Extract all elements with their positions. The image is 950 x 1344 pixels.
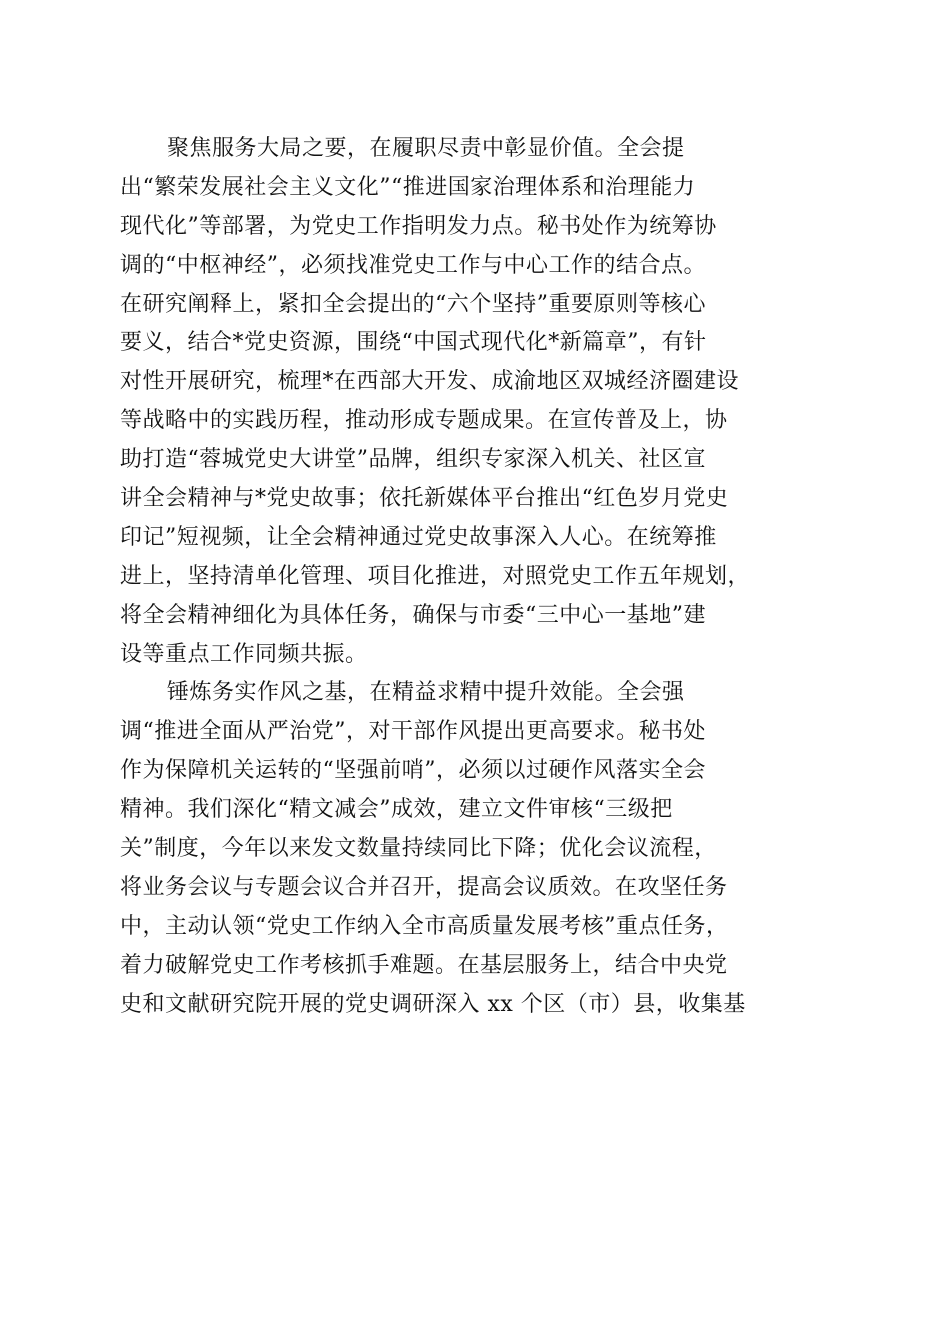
text-line: 将业务会议与专题会议合并召开，提高会议质效。在攻坚任务 (120, 874, 728, 900)
text-line: 着力破解党史工作考核抓手难题。在基层服务上，结合中央党 (120, 952, 728, 978)
text-line: 作为保障机关运转的“坚强前哨”，必须以过硬作风落实全会 (120, 758, 706, 784)
text-line: 等战略中的实践历程，推动形成专题成果。在宣传普及上，协 (120, 408, 728, 434)
text-line: 聚焦服务大局之要，在履职尽责中彰显价值。全会提 (167, 136, 685, 161)
text-line: 锤炼务实作风之基，在精益求精中提升效能。全会强 (167, 680, 685, 706)
text-line: 关”制度，今年以来发文数量持续同比下降；优化会议流程， (120, 836, 717, 862)
text-line: 设等重点工作同频共振。 (120, 641, 368, 667)
text-line: 要义，结合*党史资源，围绕“中国式现代化*新篇章”，有针 (120, 330, 707, 356)
text-line: 将全会精神细化为具体任务，确保与市委“三中心一基地”建 (120, 602, 706, 628)
text-line: 史和文献研究院开展的党史调研深入 xx 个区（市）县，收集基 (120, 991, 746, 1017)
paragraph-2 (120, 674, 832, 1024)
text-line: 精神。我们深化“精文减会”成效，建立文件审核“三级把 (120, 797, 673, 823)
text-line: 中，主动认领“党史工作纳入全市高质量发展考核”重点任务， (120, 913, 729, 939)
text-line: 助打造“蓉城党史大讲堂”品牌，组织专家深入机关、社区宣 (120, 447, 706, 473)
text-line: 在研究阐释上，紧扣全会提出的“六个坚持”重要原则等核心 (120, 291, 706, 317)
text-line: 调“推进全面从严治党”，对干部作风提出更高要求。秘书处 (120, 719, 706, 745)
document-body (120, 130, 832, 1024)
text-line: 现代化”等部署，为党史工作指明发力点。秘书处作为统筹协 (120, 213, 717, 239)
text-line: 出“繁荣发展社会主义文化”“推进国家治理体系和治理能力 (120, 174, 696, 200)
text-line: 讲全会精神与*党史故事；依托新媒体平台推出“红色岁月党史 (120, 486, 729, 512)
text-line: 调的“中枢神经”，必须找准党史工作与中心工作的结合点。 (120, 252, 706, 278)
text-line: 进上，坚持清单化管理、项目化推进，对照党史工作五年规划， (120, 563, 751, 589)
paragraph-1 (120, 130, 832, 674)
text-line: 印记”短视频，让全会精神通过党史故事深入人心。在统筹推 (120, 524, 717, 550)
text-line: 对性开展研究，梳理*在西部大开发、成渝地区双城经济圈建设 (120, 369, 740, 395)
